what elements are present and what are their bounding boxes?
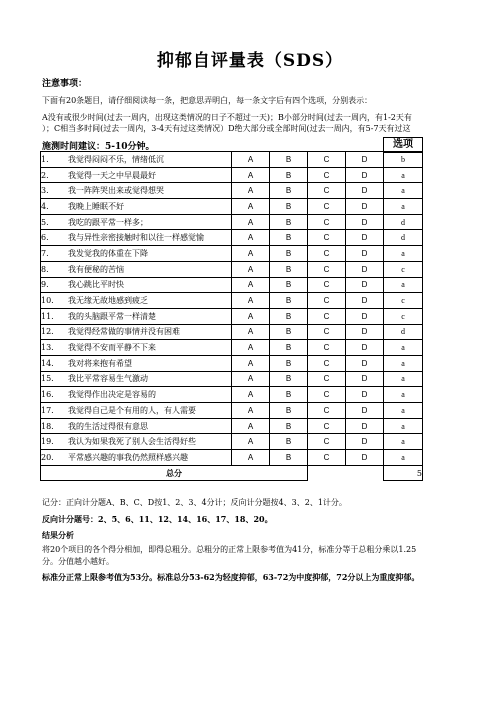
question-number: 1. [41,154,49,164]
option-a-cell[interactable]: A [232,403,270,419]
question-text: 平常感兴趣的事我仍然照样感兴趣 [68,452,188,462]
option-a-cell[interactable]: A [232,261,270,277]
option-d-cell[interactable]: D [346,371,384,387]
option-d-cell[interactable]: D [346,308,384,324]
question-number: 2. [41,170,49,180]
option-d-cell[interactable]: D [346,214,384,230]
option-c-cell[interactable]: C [308,387,346,403]
option-c-cell[interactable]: C [308,293,346,309]
option-a-cell[interactable]: A [232,293,270,309]
question-text: 我觉得一天之中早晨最好 [68,170,156,180]
question-row [41,418,423,434]
option-a-cell[interactable]: A [232,418,270,434]
question-cell [41,340,232,356]
option-d-cell[interactable]: D [346,261,384,277]
option-a-cell[interactable]: A [232,355,270,371]
option-d-cell[interactable]: D [346,167,384,183]
question-text: 我无缘无故地感到疲乏 [68,296,148,306]
question-number: 3. [41,186,49,196]
question-number: 15. [41,374,54,384]
option-c-cell[interactable]: C [308,277,346,293]
option-c-cell[interactable]: C [308,183,346,199]
option-c-cell[interactable]: C [308,246,346,262]
option-d-cell[interactable]: D [346,183,384,199]
notes-heading: 注意事项： [42,79,88,89]
question-cell [41,199,232,215]
question-text: 我比平常容易生气激动 [68,374,148,384]
time-hint: 施测时间建议：5-10分钟。 [42,142,155,152]
option-b-cell[interactable]: B [270,277,308,293]
question-text: 我认为如果我死了别人会生活得好些 [68,437,196,447]
question-cell [41,214,232,230]
question-row [41,152,423,168]
option-d-cell[interactable]: D [346,450,384,466]
option-b-cell[interactable]: B [270,167,308,183]
option-a-cell[interactable]: A [232,434,270,450]
page-title: 抑郁自评量表（SDS） [156,51,344,71]
option-b-cell[interactable]: B [270,340,308,356]
question-row [41,183,423,199]
total-row [41,465,423,481]
answer-cell[interactable]: a [384,183,423,199]
option-a-cell[interactable]: A [232,183,270,199]
option-b-cell[interactable]: B [270,261,308,277]
result-line-2: 分。分值越小越好。 [42,557,114,566]
option-a-cell[interactable]: A [232,450,270,466]
option-c-cell[interactable]: C [308,167,346,183]
question-number: 19. [41,437,54,447]
question-table [40,151,423,481]
option-d-cell[interactable]: D [346,277,384,293]
answer-cell[interactable]: a [384,277,423,293]
answer-cell[interactable]: c [384,293,423,309]
question-text: 我觉得自己是个有用的人，有人需要 [68,405,196,415]
question-cell [41,324,232,340]
question-cell [41,152,232,168]
option-b-cell[interactable]: B [270,152,308,168]
question-row [41,324,423,340]
option-a-cell[interactable]: A [232,340,270,356]
option-b-cell[interactable]: B [270,371,308,387]
question-number: 18. [41,421,54,431]
answer-cell[interactable]: a [384,403,423,419]
question-cell [41,355,232,371]
option-d-cell[interactable]: D [346,199,384,215]
question-row [41,450,423,466]
option-b-cell[interactable]: B [270,403,308,419]
question-text: 我一阵阵哭出来或觉得想哭 [68,186,164,196]
instruction-text: 下面有20条题目，请仔细阅读每一条，把意思弄明白，每一条文字后有四个选项，分别表示： [42,96,373,105]
option-b-cell[interactable]: B [270,183,308,199]
total-label: 总分 [41,465,308,481]
option-a-cell[interactable]: A [232,371,270,387]
question-text: 我觉得经常做的事情并没有困难 [68,327,180,337]
question-row [41,167,423,183]
option-c-cell[interactable]: C [308,340,346,356]
question-number: 17. [41,405,54,415]
question-text: 我的生活过得很有意思 [68,421,148,431]
question-cell [41,246,232,262]
option-a-cell[interactable]: A [232,167,270,183]
question-row [41,403,423,419]
option-c-cell[interactable]: C [308,450,346,466]
option-d-cell[interactable]: D [346,387,384,403]
question-row [41,371,423,387]
question-row [41,355,423,371]
option-c-cell[interactable]: C [308,418,346,434]
scoring-rule: 记分：正向计分题A、B、C、D按1、2、3、4分计；反向计分题按4、3、2、1计分。 [42,498,347,507]
answer-cell[interactable]: a [384,340,423,356]
answer-column-header: 选项 [383,137,423,153]
question-cell [41,434,232,450]
question-number: 8. [41,264,49,274]
answer-cell[interactable]: d [384,230,423,246]
answer-cell[interactable]: d [384,324,423,340]
option-b-cell[interactable]: B [270,355,308,371]
question-row [41,293,423,309]
question-text: 我有便秘的苦恼 [68,264,124,274]
question-cell [41,261,232,277]
question-text: 我对将来抱有希望 [68,358,132,368]
question-number: 4. [41,201,49,211]
question-row [41,434,423,450]
option-d-cell[interactable]: D [346,293,384,309]
option-d-cell[interactable]: D [346,324,384,340]
option-b-cell[interactable]: B [270,450,308,466]
question-row [41,387,423,403]
question-row [41,246,423,262]
question-row [41,214,423,230]
option-d-cell[interactable]: D [346,418,384,434]
question-text: 我晚上睡眠不好 [68,201,124,211]
question-text: 我心跳比平时快 [68,280,124,290]
option-b-cell[interactable]: B [270,324,308,340]
option-b-cell[interactable]: B [270,230,308,246]
question-text: 我吃的跟平常一样多； [68,217,148,227]
option-b-cell[interactable]: B [270,293,308,309]
question-number: 5. [41,217,49,227]
option-c-cell[interactable]: C [308,355,346,371]
option-c-cell[interactable]: C [308,308,346,324]
option-a-cell[interactable]: A [232,277,270,293]
answer-cell[interactable]: a [384,246,423,262]
answer-cell[interactable]: a [384,167,423,183]
answer-cell[interactable]: a [384,418,423,434]
option-d-cell[interactable]: D [346,434,384,450]
question-cell [41,293,232,309]
option-a-cell[interactable]: A [232,230,270,246]
answer-cell[interactable]: a [384,199,423,215]
option-c-cell[interactable]: C [308,261,346,277]
option-b-cell[interactable]: B [270,308,308,324]
question-number: 20. [41,452,54,462]
answer-cell[interactable]: a [384,387,423,403]
result-line-1: 将20个项目的各个得分相加，即得总粗分。总粗分的正常上限参考值为41分，标准分等于总粗分乘以1.25 [42,545,417,554]
option-a-cell[interactable]: A [232,387,270,403]
answer-cell[interactable]: c [384,261,423,277]
answer-cell[interactable]: a [384,450,423,466]
question-text: 我觉得作出决定是容易的 [68,390,156,400]
option-a-cell[interactable]: A [232,214,270,230]
question-cell [41,371,232,387]
option-a-cell[interactable]: A [232,246,270,262]
answer-cell[interactable]: a [384,371,423,387]
option-b-cell[interactable]: B [270,434,308,450]
option-c-cell[interactable]: C [308,230,346,246]
question-text: 我觉得不安而平静不下来 [68,343,156,353]
question-cell [41,387,232,403]
question-row [41,308,423,324]
question-cell [41,418,232,434]
answer-cell[interactable]: c [384,308,423,324]
question-row [41,277,423,293]
question-number: 11. [41,311,54,321]
standard-score-line: 标准分正常上限参考值为53分。标准总分53-62为轻度抑郁，63-72为中度抑郁，72分以上为重度抑郁。 [42,572,420,582]
answer-cell[interactable]: a [384,434,423,450]
answer-cell[interactable]: d [384,214,423,230]
answer-cell[interactable]: a [384,355,423,371]
options-line-2: ）；C相当多时间(过去一周内，3-4天有过这类情况）D绝大部分或全部时间(过去一周内，有5-7天有过这 [42,124,411,133]
question-number: 12. [41,327,54,337]
question-cell [41,450,232,466]
option-c-cell[interactable]: C [308,324,346,340]
question-cell [41,403,232,419]
result-heading: 结果分析 [42,530,74,540]
question-row [41,230,423,246]
option-d-cell[interactable]: D [346,152,384,168]
options-line-1: A没有或很少时间(过去一周内，出现这类情况的日子不超过一天)；B小部分时间(过去一周内，有1-2天有 [42,113,412,122]
option-c-cell[interactable]: C [308,371,346,387]
question-number: 7. [41,248,49,258]
option-b-cell[interactable]: B [270,246,308,262]
question-cell [41,277,232,293]
option-b-cell[interactable]: B [270,214,308,230]
question-cell [41,230,232,246]
question-number: 16. [41,390,54,400]
question-number: 6. [41,233,49,243]
question-number: 14. [41,358,54,368]
option-b-cell[interactable]: B [270,199,308,215]
option-c-cell[interactable]: C [308,199,346,215]
option-a-cell[interactable]: A [232,308,270,324]
option-c-cell[interactable]: C [308,214,346,230]
question-number: 13. [41,343,54,353]
option-c-cell[interactable]: C [308,434,346,450]
question-cell [41,308,232,324]
question-text: 我的头脑跟平常一样清楚 [68,311,156,321]
question-row [41,340,423,356]
option-c-cell[interactable]: C [308,403,346,419]
option-d-cell[interactable]: D [346,355,384,371]
question-number: 10. [41,296,54,306]
question-table-body [41,152,423,481]
total-spacer [308,465,384,481]
question-row [41,199,423,215]
option-a-cell[interactable]: A [232,152,270,168]
answer-cell[interactable]: b [384,152,423,168]
question-number: 9. [41,280,49,290]
option-b-cell[interactable]: B [270,418,308,434]
total-score: 5 [384,465,423,481]
option-d-cell[interactable]: D [346,246,384,262]
option-d-cell[interactable]: D [346,230,384,246]
option-a-cell[interactable]: A [232,199,270,215]
question-text: 我与异性亲密接触时和以往一样感觉愉 [68,233,204,243]
question-cell [41,183,232,199]
reverse-items: 反向计分题号：2、5、6、11、12、14、16、17、18、20。 [42,514,273,524]
question-cell [41,167,232,183]
question-text: 我觉得闷闷不乐，情绪低沉 [68,154,164,164]
option-c-cell[interactable]: C [308,152,346,168]
option-d-cell[interactable]: D [346,403,384,419]
option-b-cell[interactable]: B [270,387,308,403]
question-row [41,261,423,277]
option-a-cell[interactable]: A [232,324,270,340]
question-text: 我发觉我的体重在下降 [68,248,148,258]
option-d-cell[interactable]: D [346,340,384,356]
